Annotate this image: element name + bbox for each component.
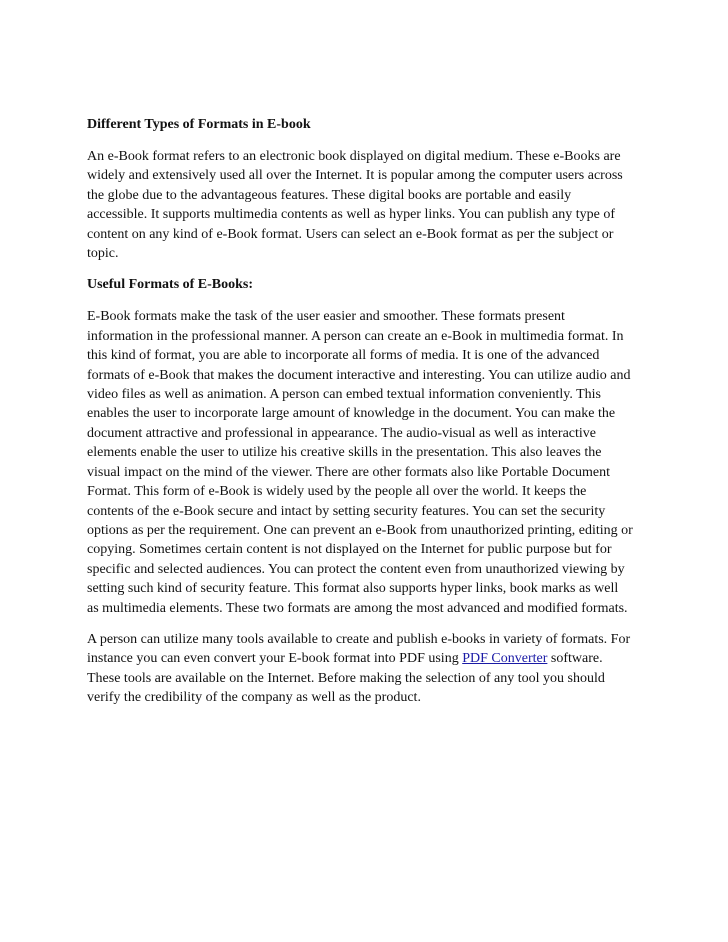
text-line: E-Book formats make the task of the user easier and smoother. These formats present: [87, 309, 565, 325]
text-line: as multimedia elements. These two formats are among the most advanced and modified formats.: [87, 600, 628, 616]
text-line: information in the professional manner. A person can create an e-Book in multimedia format. In: [87, 328, 624, 344]
text-line: An e-Book format refers to an electronic book displayed on digital medium. These e-Books are: [87, 149, 621, 164]
text-line: elements enable the user to utilize his creative skills in the presentation. This also leaves the: [87, 445, 602, 461]
text-line: verify the credibility of the company as well as the product.: [87, 690, 421, 706]
text-line: copying. Sometimes certain content is not displayed on the Internet for public purpose but for: [87, 542, 612, 558]
pdf-converter-link[interactable]: PDF Converter: [462, 651, 548, 667]
section-heading-useful-formats: Useful Formats of E-Books:: [87, 277, 254, 293]
text-line: video files as well as animation. A person can embed textual information conveniently. This: [87, 387, 601, 403]
text-line: the globe due to the advantageous features. These digital books are portable and easily: [87, 187, 572, 203]
text-line: options as per the requirement. One can prevent an e-Book from unauthorized printing, editing or: [87, 522, 633, 538]
text-line: A person can utilize many tools available to create and publish e-books in variety of formats. For: [87, 631, 631, 647]
text-segment: software.: [547, 651, 603, 667]
text-line: this kind of format, you are able to incorporate all forms of media. It is one of the advanced: [87, 348, 600, 364]
text-line: visual impact on the mind of the viewer. There are other formats also like Portable Document: [87, 464, 611, 480]
text-line: content on any kind of e-Book format. Users can select an e-Book format as per the subject or: [87, 226, 614, 242]
section-heading-formats: Different Types of Formats in E-book: [87, 117, 311, 132]
text-line: enables the user to incorporate large amount of knowledge in the document. You can make the: [87, 406, 616, 422]
text-line: setting such kind of security feature. This format also supports hyper links, book marks as well: [87, 581, 619, 597]
text-line: accessible. It supports multimedia contents as well as hyper links. You can publish any type of: [87, 207, 616, 223]
text-line: formats of e-Book that makes the document interactive and interesting. You can utilize audio and: [87, 367, 631, 383]
text-line: specific and selected audiences. You can protect the content even from unauthorized viewing by: [87, 561, 625, 577]
document-body: [87, 115, 647, 720]
paragraph-tools: [87, 630, 647, 708]
text-line: topic.: [87, 246, 119, 262]
paragraph-intro: [87, 147, 647, 263]
paragraph-useful-formats: [87, 307, 647, 618]
text-line: document attractive and professional in appearance. The audio-visual as well as interactive: [87, 425, 596, 441]
text-segment: instance you can even convert your E-book format into PDF using: [87, 651, 463, 667]
text-line: widely and extensively used all over the Internet. It is popular among the computer users across: [87, 168, 623, 184]
text-line: These tools are available on the Internet. Before making the selection of any tool you should: [87, 670, 605, 686]
text-line-with-link: [87, 649, 647, 668]
text-line: contents of the e-Book secure and intact by setting security features. You can set the security: [87, 503, 606, 519]
text-line: Format. This form of e-Book is widely used by the people all over the world. It keeps the: [87, 484, 587, 500]
